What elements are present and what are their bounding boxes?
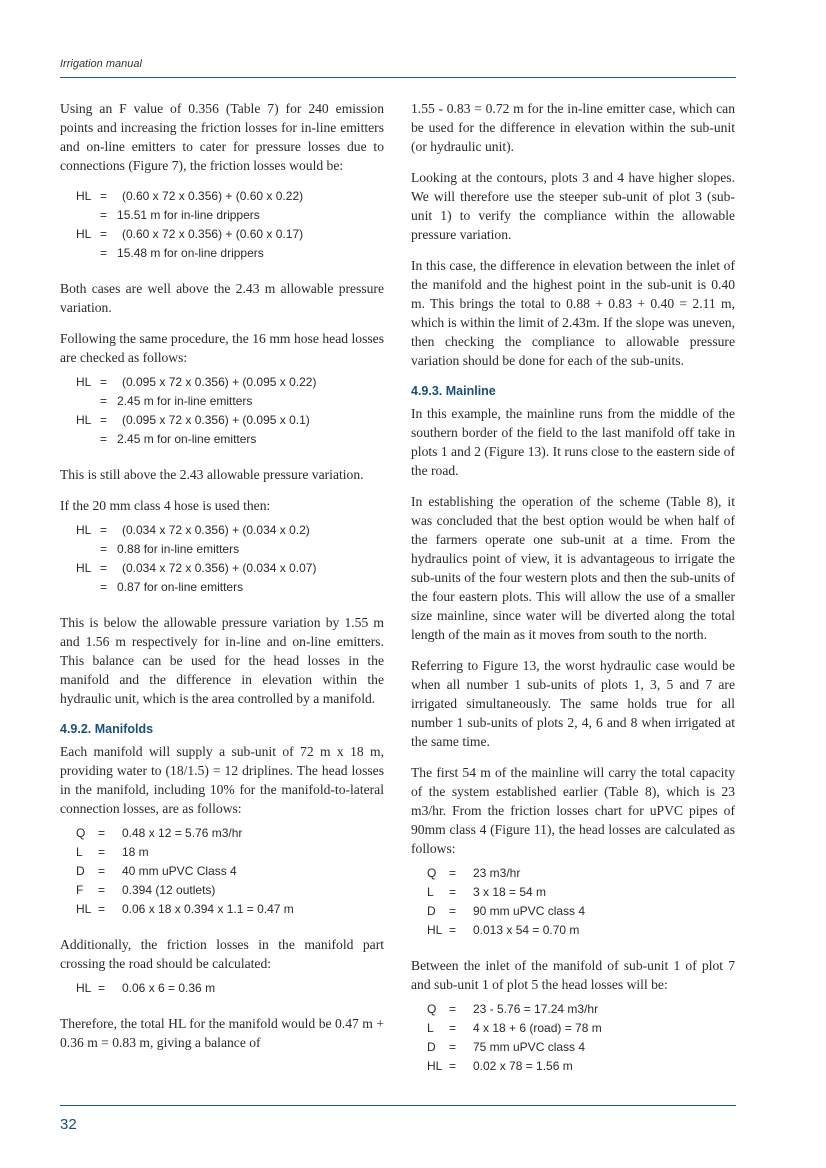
variable-row: F = 0.394 (12 outlets) (76, 883, 216, 897)
footer-rule (60, 1105, 736, 1106)
paragraph: In establishing the operation of the scheme (Table 8), it was concluded that the best option would be when half of the farmers operate one sub-unit at a time. From the hydraulics point of view, it is advantageous to irrigate the sub-units of the four western plots and then the sub-units of the four eastern plots. This will allow the use of a smaller size mainline, since water will be diverted along the total length of the main as it moves from south to the north. (411, 494, 735, 642)
paragraph: Between the inlet of the manifold of sub-unit 1 of plot 7 and sub-unit 1 of plot 5 the head losses will be: (411, 958, 735, 992)
paragraph: In this example, the mainline runs from the middle of the southern border of the field to the last manifold off take in plots 1 and 2 (Figure 13). It runs close to the eastern side of the road. (411, 406, 735, 478)
paragraph: In this case, the difference in elevation between the inlet of the manifold and the highest point in the sub-unit is 0.40 m. This brings the total to 0.88 + 0.83 + 0.40 = 2.11 m, which is within the limit of 2.43m. If the slope was uneven, then checking the compliance to allowable pressure variation should be done for each of the sub-units. (411, 258, 735, 368)
eq-label: HL (76, 561, 92, 575)
eq-expression: (0.034 x 72 x 0.356) + (0.034 x 0.2) (122, 523, 310, 537)
variable-row: Q = 23 m3/hr (427, 866, 521, 880)
paragraph: Both cases are well above the 2.43 m allowable pressure variation. (60, 281, 384, 315)
eq-result: 15.48 m for on-line drippers (117, 246, 264, 260)
variable-list (427, 1000, 735, 1076)
eq-label: HL (76, 189, 92, 203)
variable-row: L = 3 x 18 = 54 m (427, 885, 547, 899)
paragraph: Referring to Figure 13, the worst hydraulic case would be when all number 1 sub-units of plots 1, 3, 5 and 7 are irrigated simultaneously. The same holds true for all number 1 sub-units of plots 2, 4, 6 and 8 when irrigated at the same time. (411, 658, 735, 749)
left-column (60, 99, 384, 1064)
eq-expression: (0.095 x 72 x 0.356) + (0.095 x 0.1) (122, 413, 310, 427)
variable-row: HL = 0.013 x 54 = 0.70 m (427, 923, 580, 937)
eq-result: 0.88 for in-line emitters (117, 542, 240, 556)
eq-label: HL (76, 375, 92, 389)
eq-expression: (0.60 x 72 x 0.356) + (0.60 x 0.17) (122, 227, 304, 241)
eq-expression: (0.60 x 72 x 0.356) + (0.60 x 0.22) (122, 189, 304, 203)
variable-row: Q = 0.48 x 12 = 5.76 m3/hr (76, 826, 243, 840)
equation-block: HL = (0.095 x 72 x 0.356) + (0.095 x 0.22) = 2.45 m for in-line emitters HL = (0.095 x 72 x 0.356) + (0.095 x 0.1) = 2.45 m for on-line emitters (76, 375, 317, 446)
eq-label: HL (76, 413, 92, 427)
variable-row: D = 90 mm uPVC class 4 (427, 904, 586, 918)
variable-row: HL = 0.06 x 6 = 0.36 m (76, 981, 216, 995)
eq-result: 2.45 m for in-line emitters (117, 394, 253, 408)
variable-row: L = 18 m (76, 845, 149, 859)
paragraph: Therefore, the total HL for the manifold would be 0.47 m + 0.36 m = 0.83 m, giving a balance of (60, 1016, 384, 1050)
eq-label: HL (76, 523, 92, 537)
eq-label: HL (76, 227, 92, 241)
variable-list (427, 864, 735, 940)
eq-expression: (0.034 x 72 x 0.356) + (0.034 x 0.07) (122, 561, 317, 575)
paragraph: The first 54 m of the mainline will carry the total capacity of the system established earlier (Table 8), which is 23 m3/hr. From the friction losses chart for uPVC pipes of 90mm class 4 (Figure 11), the head losses are calculated as follows: (411, 765, 735, 856)
eq-result: 15.51 m for in-line drippers (117, 208, 260, 222)
variable-row: HL = 0.06 x 18 x 0.394 x 1.1 = 0.47 m (76, 902, 294, 916)
section-heading: 4.9.3. Mainline (411, 384, 496, 398)
eq-result: 0.87 for on-line emitters (117, 580, 244, 594)
variable-list (76, 824, 384, 919)
paragraph: If the 20 mm class 4 hose is used then: (60, 498, 271, 513)
running-header: Irrigation manual (60, 58, 142, 70)
variable-row: HL = 0.02 x 78 = 1.56 m (427, 1059, 573, 1073)
paragraph: Looking at the contours, plots 3 and 4 have higher slopes. We will therefore use the steeper sub-unit of plot 3 (sub-unit 1) to verify the compliance within the allowable pressure variation. (411, 170, 735, 242)
equation-block: HL = (0.034 x 72 x 0.356) + (0.034 x 0.2) = 0.88 for in-line emitters HL = (0.034 x 72 x 0.356) + (0.034 x 0.07) = 0.87 for on-line emitters (76, 523, 317, 594)
section-heading: 4.9.2. Manifolds (60, 722, 154, 736)
variable-row: L = 4 x 18 + 6 (road) = 78 m (427, 1021, 602, 1035)
equation-block: HL = (0.60 x 72 x 0.356) + (0.60 x 0.22) = 15.51 m for in-line drippers HL = (0.60 x 72 x 0.356) + (0.60 x 0.17) = 15.48 m for on-line drippers (76, 189, 304, 260)
variable-list (76, 979, 384, 998)
paragraph: Using an F value of 0.356 (Table 7) for 240 emission points and increasing the friction losses for in-line emitters and on-line emitters to cater for pressure losses due to connections (Figure 7), the friction losses would be: (60, 101, 384, 173)
paragraph: This is still above the 2.43 allowable pressure variation. (60, 467, 364, 482)
eq-expression: (0.095 x 72 x 0.356) + (0.095 x 0.22) (122, 375, 317, 389)
paragraph: Additionally, the friction losses in the manifold part crossing the road should be calculated: (60, 937, 384, 971)
page-number: 32 (60, 1116, 77, 1133)
right-column (411, 99, 735, 1092)
variable-row: D = 40 mm uPVC Class 4 (76, 864, 237, 878)
paragraph: Following the same procedure, the 16 mm hose head losses are checked as follows: (60, 331, 384, 365)
variable-row: Q = 23 - 5.76 = 17.24 m3/hr (427, 1002, 599, 1016)
paragraph: 1.55 - 0.83 = 0.72 m for the in-line emitter case, which can be used for the difference in elevation within the sub-unit (or hydraulic unit). (411, 101, 735, 154)
eq-result: 2.45 m for on-line emitters (117, 432, 257, 446)
header-rule (60, 77, 736, 78)
paragraph: Each manifold will supply a sub-unit of 72 m x 18 m, providing water to (18/1.5) = 12 driplines. The head losses in the manifold, including 10% for the manifold-to-lateral connection losses, are as follows: (60, 744, 384, 816)
paragraph: This is below the allowable pressure variation by 1.55 m and 1.56 m respectively for in-line and on-line emitters. This balance can be used for the head losses in the manifold and the difference in elevation within the hydraulic unit, which is the area controlled by a manifold. (60, 615, 384, 706)
variable-row: D = 75 mm uPVC class 4 (427, 1040, 586, 1054)
